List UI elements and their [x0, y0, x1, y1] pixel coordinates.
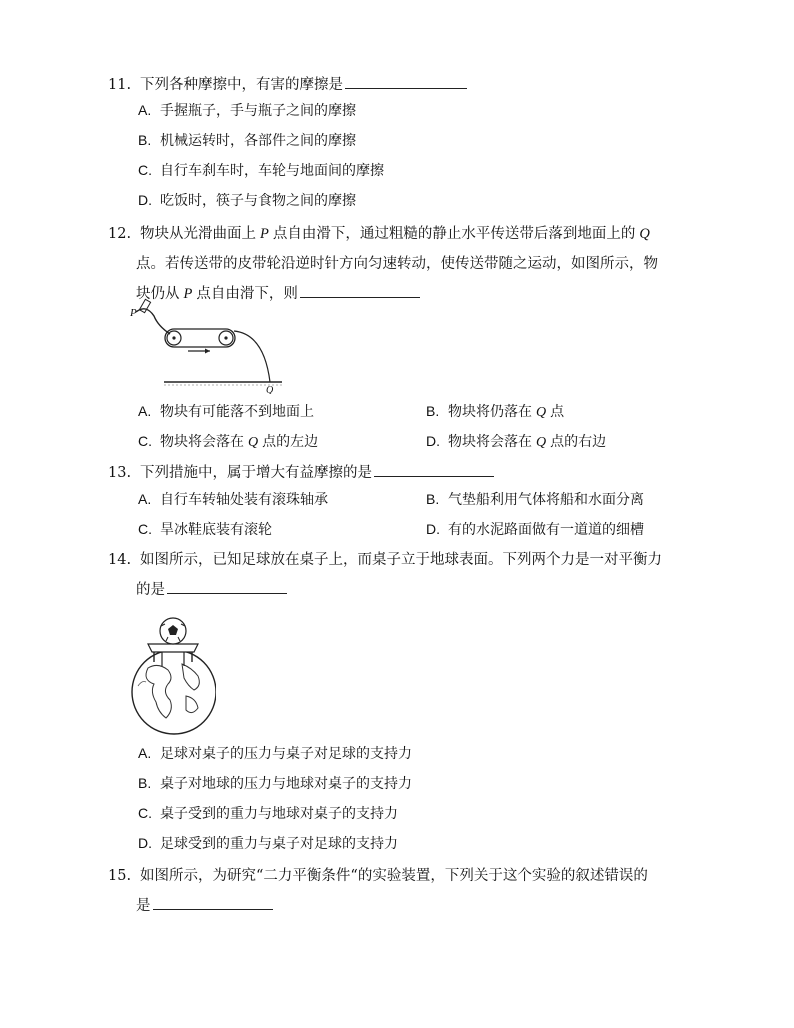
variable-q: Q [639, 226, 650, 242]
q14-option-b[interactable] [138, 768, 412, 799]
question-text: 点自由滑下，则 [196, 286, 298, 302]
question-number: 12. [108, 226, 132, 242]
q12-option-b[interactable] [426, 396, 564, 428]
question-text: 点自由滑下，通过粗糙的静止水平传送带后落到地面上的 [272, 226, 636, 242]
question-text: 块仍从 [136, 286, 180, 302]
variable-p: P [183, 286, 193, 302]
option-label: B. [138, 775, 152, 791]
option-text: 足球对桌子的压力与桌子对足球的支持力 [160, 746, 412, 762]
answer-blank[interactable] [345, 70, 467, 89]
q11-option-d[interactable] [138, 185, 356, 216]
smooth-curve-surface [136, 309, 170, 334]
option-label: D. [426, 433, 440, 449]
option-text: 物块将会落在 [160, 434, 244, 450]
label-q: Q [266, 385, 274, 394]
q13-option-a[interactable] [138, 484, 328, 515]
option-text: 桌子对地球的压力与地球对桌子的支持力 [160, 776, 412, 792]
q13-option-b[interactable] [426, 484, 644, 515]
question-text-line-2 [108, 575, 708, 605]
table-top [148, 644, 198, 652]
option-label: C. [138, 162, 152, 178]
conveyor-belt-figure [128, 298, 284, 394]
q11-option-a[interactable] [138, 95, 356, 126]
question-text: 如图所示，为研究“二力平衡条件“的实验装置，下列关于这个实验的叙述错误的 [140, 868, 648, 884]
option-label: A. [138, 102, 152, 118]
option-label: B. [138, 132, 152, 148]
answer-blank[interactable] [300, 279, 420, 298]
variable-q: Q [536, 435, 547, 450]
option-label: D. [426, 521, 440, 537]
q13-option-d[interactable] [426, 514, 644, 545]
option-text: 手握瓶子，手与瓶子之间的摩擦 [160, 103, 356, 119]
question-stem: 下列各种摩擦中，有害的摩擦是 [140, 77, 343, 93]
option-label: A. [138, 403, 152, 419]
label-p: P [130, 307, 137, 319]
question-12 [108, 219, 708, 309]
answer-blank[interactable] [153, 891, 273, 910]
q14-option-c[interactable] [138, 798, 398, 829]
option-text: 旱冰鞋底装有滚轮 [160, 522, 272, 538]
question-number: 14. [108, 552, 132, 568]
option-text: 自行车刹车时，车轮与地面间的摩擦 [160, 163, 384, 179]
option-text: 桌子受到的重力与地球对桌子的支持力 [160, 806, 398, 822]
answer-blank[interactable] [374, 458, 494, 477]
option-label: C. [138, 433, 152, 449]
option-label: B. [426, 403, 440, 419]
q12-option-c[interactable] [138, 426, 318, 458]
variable-q: Q [536, 405, 547, 420]
question-number: 11. [108, 77, 132, 93]
question-number: 15. [108, 868, 132, 884]
variable-p: P [260, 226, 269, 242]
variable-q: Q [248, 435, 259, 450]
q11-option-b[interactable] [138, 125, 356, 156]
q12-option-d[interactable] [426, 426, 606, 458]
q13-option-c[interactable] [138, 514, 272, 545]
question-text: 如图所示，已知足球放在桌子上，而桌子立于地球表面。下列两个力是一对平衡力 [140, 552, 662, 568]
option-label: C. [138, 521, 152, 537]
question-text-line-2 [108, 891, 708, 921]
option-label: A. [138, 491, 152, 507]
option-label: D. [138, 192, 152, 208]
question-text: 的是 [136, 582, 165, 598]
option-text: 物块将会落在 [448, 434, 532, 450]
option-label: B. [426, 491, 440, 507]
option-text: 气垫船利用气体将船和水面分离 [448, 492, 644, 508]
question-text: 是 [136, 898, 151, 914]
option-text: 自行车转轴处装有滚珠轴承 [160, 492, 328, 508]
q14-option-a[interactable] [138, 738, 412, 769]
question-number: 13. [108, 465, 132, 481]
option-text: 吃饭时，筷子与食物之间的摩擦 [160, 193, 356, 209]
option-label: A. [138, 745, 152, 761]
question-14 [108, 545, 708, 605]
option-text: 足球受到的重力与桌子对足球的支持力 [160, 836, 398, 852]
trajectory-curve [234, 331, 270, 382]
option-text: 点的左边 [262, 434, 319, 450]
option-text: 有的水泥路面做有一道道的细槽 [448, 522, 644, 538]
q12-option-a[interactable] [138, 396, 314, 427]
question-text: 物块从光滑曲面上 [140, 226, 256, 242]
answer-blank[interactable] [167, 575, 287, 594]
question-text-line-2: 点。若传送带的皮带轮沿逆时针方向匀速转动，使传送带随之运动，如图所示，物 [136, 256, 658, 272]
q14-option-d[interactable] [138, 828, 398, 859]
q11-option-c[interactable] [138, 155, 384, 186]
option-text: 机械运转时，各部件之间的摩擦 [160, 133, 356, 149]
option-label: C. [138, 805, 152, 821]
option-text: 物块有可能落不到地面上 [160, 404, 314, 420]
question-15 [108, 861, 708, 921]
option-text: 点的右边 [550, 434, 607, 450]
question-stem: 下列措施中，属于增大有益摩擦的是 [140, 465, 372, 481]
option-text: 点 [550, 404, 565, 420]
option-label: D. [138, 835, 152, 851]
earth-table-ball-figure [128, 606, 216, 736]
option-text: 物块将仍落在 [448, 404, 532, 420]
earth-globe [132, 650, 216, 734]
